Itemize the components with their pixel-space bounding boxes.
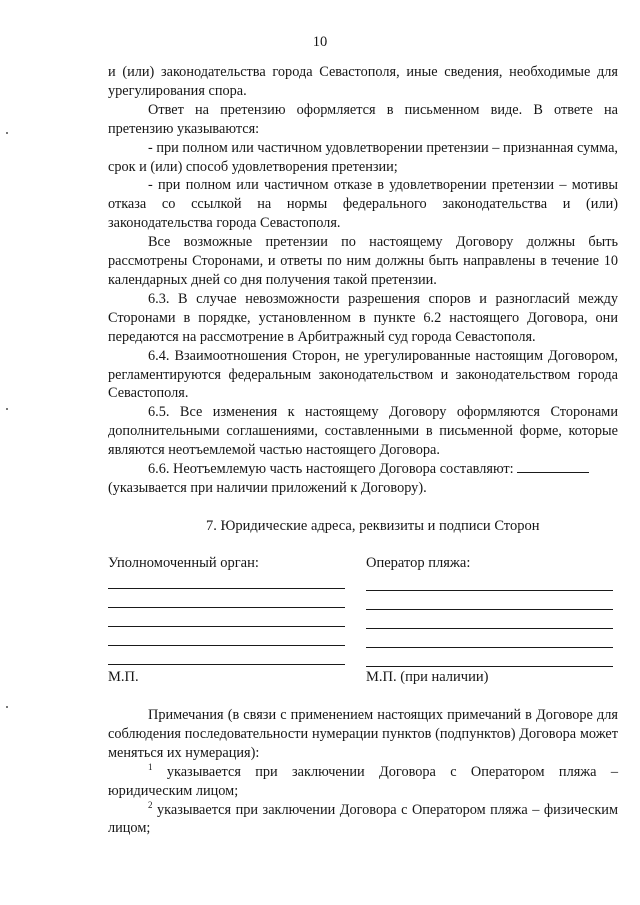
paragraph-refusal: - при полном или частичном отказе в удовлетворении претензии – мотивы отказа со ссылкой на нормы федерального законодательства и (или) законодательства города Севастополя. [108,177,618,232]
note-text: указывается при заключении Договора с Оператором пляжа – юридическим лицом; [108,763,618,799]
authority-stamp-label: М.П. [108,669,139,685]
operator-line-3 [366,628,613,629]
page-number: 10 [312,34,328,50]
clause-6-6-text: 6.6. Неотъемлемую часть настоящего Договора составляют: [148,461,514,478]
operator-line-4 [366,647,613,648]
footnote-mark: 1 [148,761,153,772]
clause-6-5: 6.5. Все изменения к настоящему Договору оформляются Сторонами дополнительными соглашениями, составленными в письменной форме, которые являются неотъемлемой частью настоящего Договора. [108,404,618,459]
clause-6-4: 6.4. Взаимоотношения Сторон, не урегулированные настоящим Договором, регламентируются федеральным законодательством и законодательством города Севастополя. [108,347,618,402]
clause-6-6-continuation: (указывается при наличии приложений к Договору). [108,479,427,496]
signature-block-operator [366,555,616,572]
signature-block-authority [108,555,348,572]
operator-line-2 [366,609,613,610]
scan-margin-mark [6,706,8,708]
authority-line-4 [108,645,345,646]
operator-stamp-label: М.П. (при наличии) [366,669,489,685]
authority-line-1 [108,588,345,589]
clause-6-3: 6.3. В случае невозможности разрешения споров и разногласий между Сторонами в порядке, установленном в пункте 6.2 настоящего Договора, они передаются на рассмотрение в Арбитражный суд города Севастополя. [108,290,618,345]
contract-body [108,63,618,498]
footnote-mark: 2 [148,799,153,810]
authority-line-2 [108,607,345,608]
operator-label: Оператор пляжа: [366,555,471,571]
note-item-1 [108,763,618,801]
note-text: указывается при заключении Договора с Оператором пляжа – физическим лицом; [108,801,619,837]
authority-line-3 [108,626,345,627]
authority-line-5 [108,664,345,665]
notes-intro: Примечания (в связи с применением настоящих примечаний в Договоре для соблюдения последовательности нумерации пунктов (подпунктов) Договора может меняться их нумерация): [108,707,618,761]
paragraph-partial-satisfaction: - при полном или частичном удовлетворении претензии – признанная сумма, срок и (или) способ удовлетворения претензии; [108,139,618,175]
scan-margin-mark [6,132,8,134]
paragraph-continuation: и (или) законодательства города Севастополя, иные сведения, необходимые для урегулирования спора. [108,64,618,99]
scan-margin-mark [6,408,8,410]
paragraph-response-form: Ответ на претензию оформляется в письменном виде. В ответе на претензию указываются: [108,101,618,137]
notes-block [108,706,618,838]
authority-label: Уполномоченный орган: [108,555,259,571]
section-title: 7. Юридические адреса, реквизиты и подписи Сторон [206,518,540,534]
appendix-blank-line [517,460,589,473]
note-item-2 [108,801,618,839]
operator-line-5 [366,666,613,667]
paragraph-review-period: Все возможные претензии по настоящему Договору должны быть рассмотрены Сторонами, и ответы по ним должны быть направлены в течение 10 календарных дней со дня получения такой претензии. [108,234,618,288]
operator-line-1 [366,590,613,591]
clause-6-6 [108,460,618,479]
